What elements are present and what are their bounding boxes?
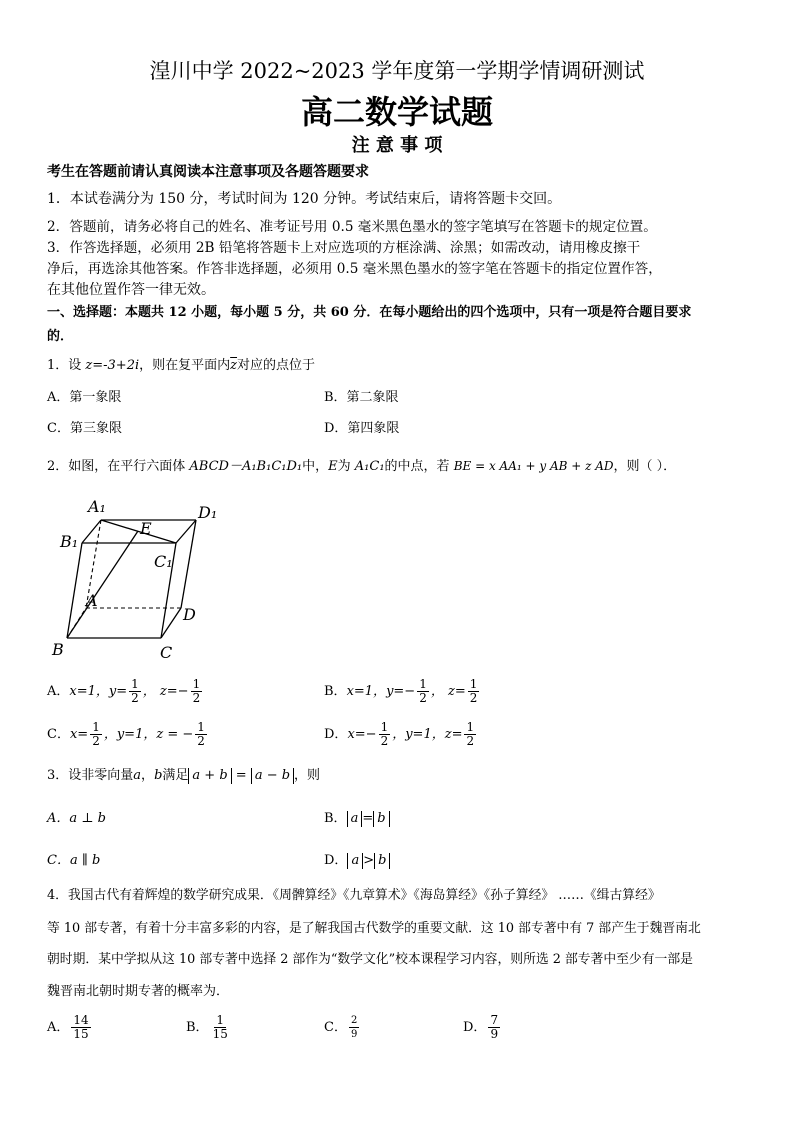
q2-point-e: E: [328, 459, 338, 474]
q2-option-a: A．x=1，y= $\frac{1}{2}$ ， z=− $\frac{1}{2}$: [47, 677, 201, 705]
notice-item-1: 1．本试卷满分为 150 分，考试时间为 120 分钟。考试结束后，请将答题卡交回。: [47, 191, 562, 207]
label-c: C: [160, 643, 173, 662]
q3-option-a: A．a ⊥ b: [47, 811, 106, 826]
label-c1: C₁: [154, 552, 173, 571]
q1-stem-pre: 1．设: [47, 358, 86, 373]
parallelepiped-figure: [40, 490, 240, 665]
q1-stem: [47, 357, 315, 375]
notice-lead: 考生在答题前请认真阅读本注意事项及各题答题要求: [47, 164, 369, 180]
notice-item-3-line1: 3．作答选择题，必须用 2B 铅笔将答题卡上对应选项的方框涂满、涂黑；如需改动，请用橡皮擦干: [47, 240, 641, 256]
vector-b: b: [154, 768, 163, 783]
label-b: B: [52, 640, 64, 659]
q4-stem-line3: 朝时期．某中学拟从这 10 部专著中选择 2 部作为“数学文化”校本课程学习内容，则所选 2 部专著中至少有一部是: [47, 952, 693, 967]
notice-item-3-line3: 在其他位置作答一律无效。: [47, 282, 215, 298]
q4-option-d: D． $\frac{7}{9}$: [463, 1013, 499, 1041]
notice-title: 注 意 事 项: [351, 135, 443, 156]
section-1-heading-line2: 的．: [47, 329, 74, 344]
q2-vector-equation: BE = x AA₁ + y AB + z AD: [453, 459, 614, 473]
label-d: D: [183, 605, 196, 624]
q1-option-b: B．第二象限: [324, 390, 399, 405]
fraction: $\frac{2}{9}$: [350, 1015, 358, 1040]
q3-option-b: B． a = b: [324, 810, 390, 828]
fraction: $\frac{1}{2}$: [469, 677, 478, 705]
q2-solid-name: ABCD－A₁B₁C₁D₁: [189, 459, 303, 474]
q4-stem-line4: 魏晋南北朝时期专著的概率为．: [47, 984, 230, 999]
q4-stem-line1: 4．我国古代有着辉煌的数学研究成果．《周髀算经》《九章算术》《海岛算经》《孙子算经》 ……《缉古算经》: [47, 888, 661, 903]
q1-stem-post: 对应的点位于: [237, 358, 316, 373]
q2-stem: [47, 457, 676, 476]
school-title: 湟川中学 2022~2023 学年度第一学期学情调研测试: [149, 59, 645, 83]
q1-option-c: C．第三象限: [47, 421, 122, 436]
q1-z-expression: z=-3+2i: [85, 358, 140, 373]
q1-option-d: D．第四象限: [324, 421, 400, 436]
label-b1: B₁: [60, 532, 79, 551]
exam-title: 高二数学试题: [300, 93, 493, 131]
q3-option-c: C．a ∥ b: [47, 853, 101, 868]
fraction: $\frac{1}{2}$: [419, 677, 427, 705]
q2-stem-mid3: 的中点，若: [384, 459, 454, 474]
fraction: $\frac{7}{9}$: [490, 1013, 499, 1041]
abs-diff: a − b: [251, 768, 294, 784]
q4-stem-line2: 等 10 部专著，有着十分丰富多彩的内容，是了解我国古代数学的重要文献．这 10 部专著中有 7 部产生于魏晋南北: [47, 921, 701, 936]
q4-option-a: A． $\frac{14}{15}$: [47, 1013, 89, 1041]
fraction: $\frac{1}{2}$: [380, 720, 389, 748]
q1-stem-mid: ，则在复平面内: [139, 358, 231, 373]
fraction: $\frac{1}{2}$: [197, 720, 205, 748]
q3-stem: 3．设非零向量a，b满足 a + b = a − b ，则: [47, 768, 321, 783]
label-a1: A₁: [88, 497, 106, 516]
q2-stem-mid1: 中，: [302, 459, 329, 474]
notice-item-3-line2: 净后，再选涂其他答案。作答非选择题，必须用 0.5 毫米黑色墨水的签字笔在答题卡的指定位置作答，: [47, 261, 662, 277]
fraction: $\frac{1}{2}$: [131, 677, 139, 705]
q2-option-c: C．x= $\frac{1}{2}$ ，y=1，z = − $\frac{1}{2}$: [47, 720, 205, 748]
q2-option-d: D．x=− $\frac{1}{2}$ ，y=1，z= $\frac{1}{2}$: [324, 720, 475, 748]
fraction: $\frac{1}{15}$: [212, 1013, 228, 1041]
q3-option-d: D． a > b: [324, 852, 390, 870]
label-a: A: [86, 591, 98, 610]
vector-a: a: [133, 768, 142, 783]
label-d1: D₁: [198, 503, 218, 522]
fraction: $\frac{1}{2}$: [92, 720, 100, 748]
q2-option-b: B．x=1，y=− $\frac{1}{2}$ ， z= $\frac{1}{2}$: [324, 677, 478, 705]
q2-segment-a1c1: A₁C₁: [354, 459, 385, 474]
section-1-heading-line1: 一、选择题：本题共 12 小题，每小题 5 分，共 60 分．在每小题给出的四个选项中，只有一项是符合题目要求: [47, 305, 692, 320]
q4-option-b: B． $\frac{1}{15}$: [186, 1013, 228, 1041]
notice-item-2: 2．答题前，请务必将自己的姓名、准考证号用 0.5 毫米黑色墨水的签字笔填写在答题卡的规定位置。: [47, 219, 657, 235]
q2-stem-pre: 2．如图，在平行六面体: [47, 459, 190, 474]
q2-stem-mid2: 为: [337, 459, 355, 474]
abs-sum: a + b: [188, 768, 231, 784]
q1-zbar: $\overline{z}$: [230, 358, 238, 373]
q2-stem-post: ，则（ ）．: [613, 459, 677, 474]
q1-option-a: A．第一象限: [47, 390, 122, 405]
label-e: E: [140, 519, 152, 538]
fraction: $\frac{14}{15}$: [73, 1013, 89, 1041]
q4-option-c: C． $\frac{2}{9}$: [324, 1015, 358, 1040]
fraction: $\frac{1}{2}$: [192, 677, 201, 705]
fraction: $\frac{1}{2}$: [466, 720, 475, 748]
